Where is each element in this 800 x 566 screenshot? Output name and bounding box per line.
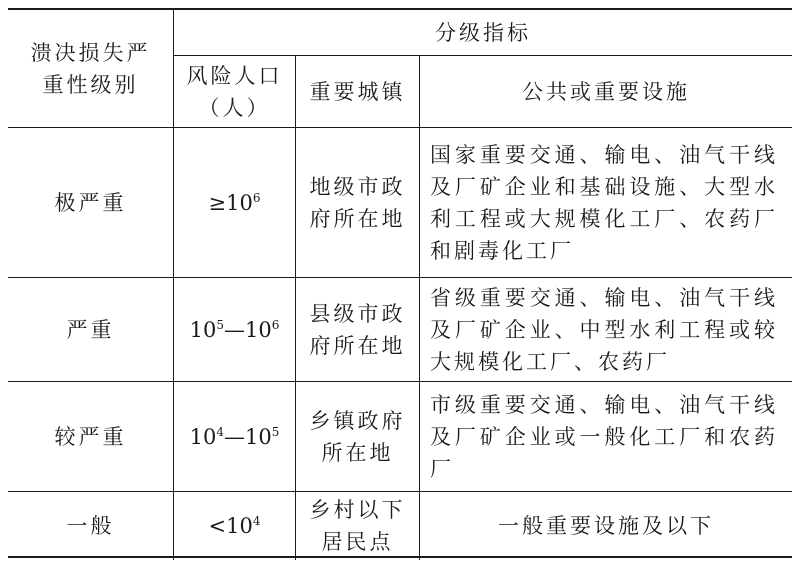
population-exponent: 6 — [252, 190, 261, 205]
header-population — [174, 56, 296, 128]
population-exponent-high: 5 — [271, 424, 280, 439]
row-level-moderate — [8, 382, 174, 492]
level-label: 严重 — [66, 317, 115, 342]
header-towns-label: 重要城镇 — [309, 79, 406, 104]
row-facility-extreme — [420, 128, 792, 278]
header-facilities — [420, 56, 792, 128]
population-prefix: ≥ — [208, 190, 227, 215]
row-town-general — [296, 492, 420, 560]
header-population-label: 风险人口（人） — [186, 63, 283, 120]
header-indicators-label: 分级指标 — [435, 20, 531, 45]
population-base-high: 10 — [245, 424, 272, 449]
row-level-severe — [8, 278, 174, 382]
row-population-moderate — [174, 382, 296, 492]
facility-label: 市级重要交通、输电、油气干线及厂矿企业或一般化工厂和农药厂 — [430, 392, 778, 481]
facility-label: 国家重要交通、输电、油气干线及厂矿企业和基础设施、大型水利工程或大规模化工厂、农药厂和剧毒化工厂 — [430, 142, 778, 263]
population-prefix: < — [208, 514, 227, 538]
town-label: 乡村以下居民点 — [309, 498, 406, 554]
row-facility-moderate — [420, 382, 792, 492]
header-facilities-label: 公共或重要设施 — [522, 79, 690, 104]
population-exponent-low: 5 — [216, 317, 224, 332]
row-level-extreme — [8, 128, 174, 278]
town-label: 地级市政府所在地 — [309, 174, 406, 231]
row-facility-severe — [420, 278, 792, 382]
row-population-extreme — [174, 128, 296, 278]
population-value — [209, 510, 261, 542]
row-population-severe — [174, 278, 296, 382]
population-range-separator: — — [224, 424, 245, 449]
header-severity-label: 溃决损失严重性级别 — [30, 40, 151, 97]
facility-label: 省级重要交通、输电、油气干线及厂矿企业、中型水利工程或较大规模化工厂、农药厂 — [430, 285, 778, 374]
row-town-severe — [296, 278, 420, 382]
header-severity-level — [8, 10, 174, 128]
facility-label: 一般重要设施及以下 — [498, 514, 714, 538]
row-facility-general — [420, 492, 792, 560]
header-towns — [296, 56, 420, 128]
population-exponent: 4 — [252, 514, 261, 528]
header-indicators — [174, 10, 792, 56]
population-value — [190, 421, 280, 453]
level-label: 较严重 — [54, 424, 127, 449]
population-exponent-high: 6 — [271, 317, 280, 332]
level-label: 一般 — [66, 514, 115, 538]
population-base-low: 10 — [189, 317, 217, 342]
population-value — [209, 187, 261, 219]
row-town-extreme — [296, 128, 420, 278]
population-exponent-low: 4 — [216, 424, 224, 439]
town-label: 县级市政府所在地 — [309, 301, 406, 358]
population-base: 10 — [226, 514, 253, 538]
level-label: 极严重 — [54, 190, 127, 215]
row-population-general — [174, 492, 296, 560]
town-label: 乡镇政府所在地 — [309, 408, 406, 465]
population-base: 10 — [226, 190, 253, 215]
population-base-low: 10 — [189, 424, 217, 449]
row-level-general — [8, 492, 174, 560]
population-value — [190, 314, 280, 346]
row-town-moderate — [296, 382, 420, 492]
population-base-high: 10 — [245, 317, 272, 342]
severity-classification-table — [8, 8, 792, 558]
population-range-separator: — — [224, 317, 245, 342]
